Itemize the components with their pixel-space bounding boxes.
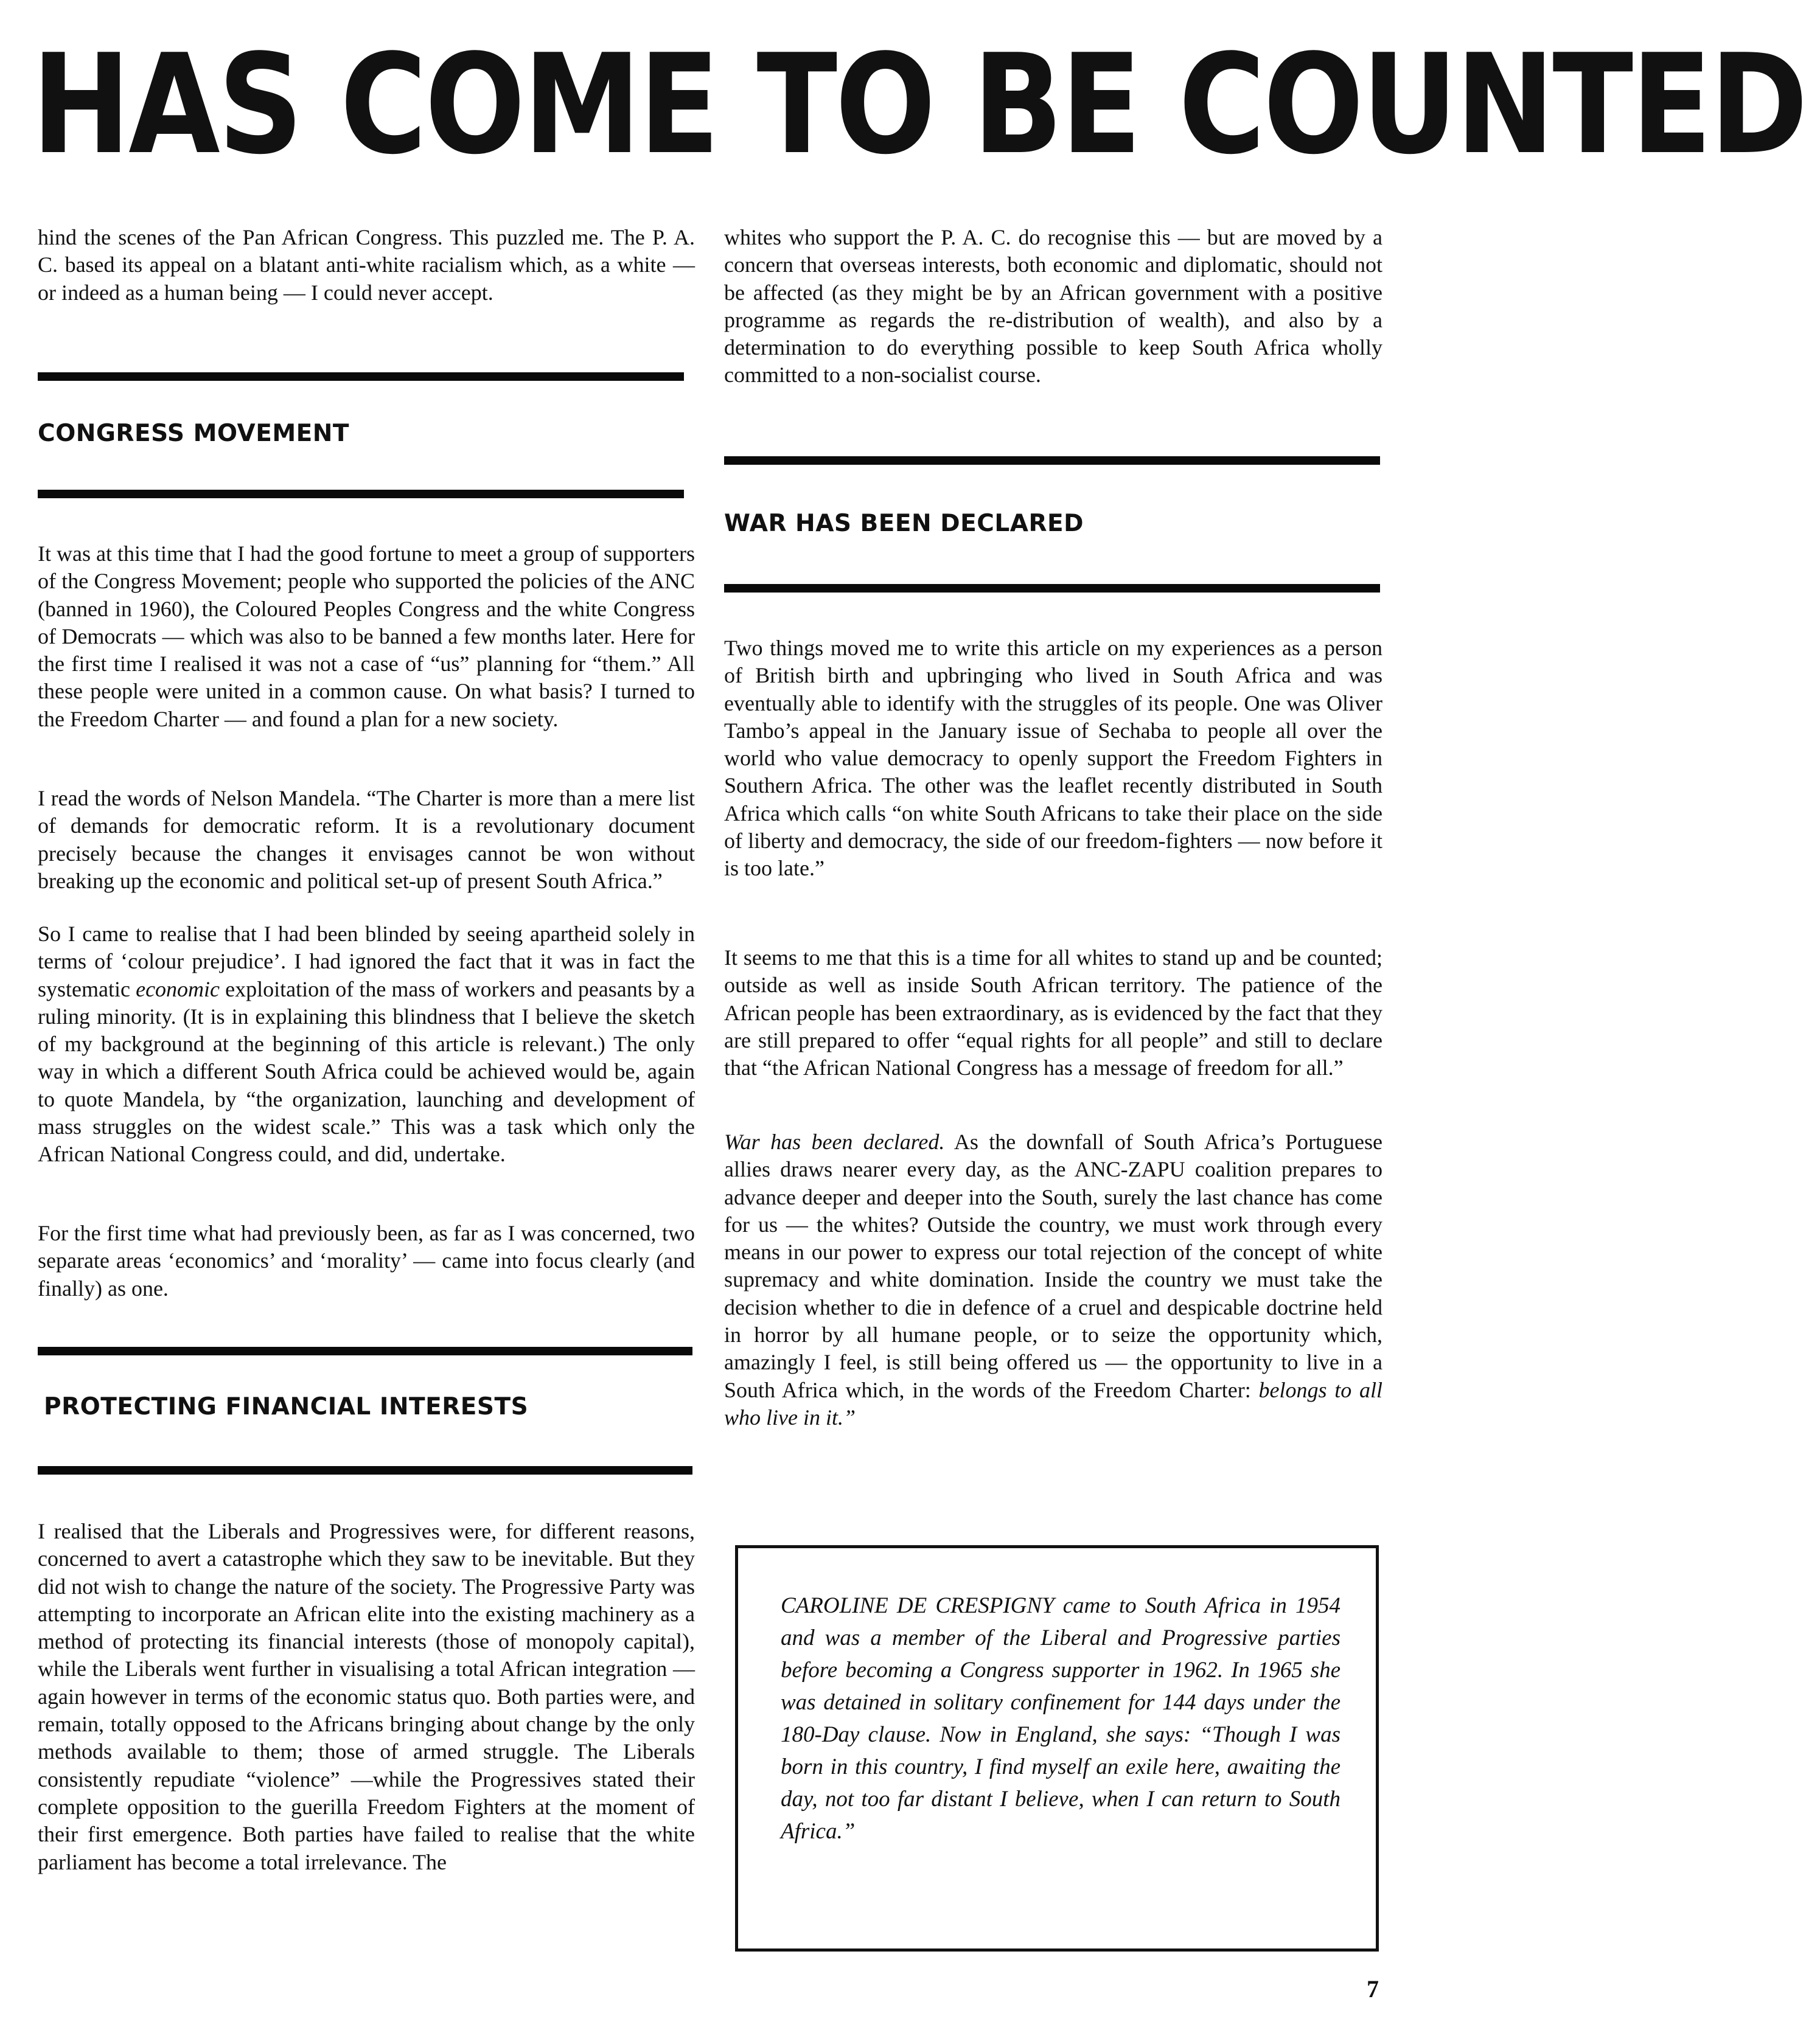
section-heading-protecting-financial-interests: PROTECTING FINANCIAL INTERESTS [44,1393,529,1420]
headline: HAS COME TO BE COUNTED [32,25,1806,185]
war-paragraph-3 [724,1128,1382,1431]
congress-paragraph-3-continued: exploitation of the mass of workers and peasants by a ruling minority. (It is in explaining this blindness that I believe the sketch of my background at the beginning of this article is relevant.) The only way in which a different South Africa could be achieved would be, again to quote Mandela, by “the organization, launching and development of mass struggles on the widest scale.” This was a task which only the African National Congress could, and did, undertake. [38,976,695,1167]
war-paragraph-2: It seems to me that this is a time for all whites to stand up and be counted; outside as well as inside South African territory. The patience of the African people has been extraordinary, as is evidenced by the fact that they are still prepared to offer “equal rights for all people” and still to declare that “the African National Congress has a message of freedom for all.” [724,945,1382,1080]
congress-paragraph-3 [38,920,695,1169]
section-heading-congress-movement: CONGRESS MOVEMENT [38,420,350,447]
emphasis-economic: economic [136,976,220,1001]
emphasis-war-has-been-declared: War has been declared. [724,1130,945,1154]
page-number: 7 [1367,1975,1379,2003]
section-divider [38,1347,692,1355]
congress-paragraph-4: For the first time what had previously been, as far as I was concerned, two separate areas ‘economics’ and ‘morality’ — came into focus clearly (and finally) as one. [38,1221,695,1301]
author-bio-box [735,1545,1379,1952]
author-bio: CAROLINE DE CRESPIGNY came to South Africa in 1954 and was a member of the Liberal and Progressive parties before becoming a Congress supporter in 1962. In 1965 she was detained in solitary confinement for 144 days under the 180-Day clause. Now in England, she says: “Though I was born in this country, I find myself an exile here, awaiting the day, not too far distant I believe, when I can return to South Africa.” [781,1593,1341,1844]
congress-paragraph-3-text: So I came to realise that I had been blinded by seeing apartheid solely in terms of ‘colour prejudice’. I had ignored the fact that it was in fact the systematic [38,922,695,1001]
section-divider [38,1466,692,1475]
war-paragraph-1: Two things moved me to write this article on my experiences as a person of British birth and upbringing who lived in South Africa and was eventually able to identify with the struggles of its people. One was Oliver Tambo’s appeal in the January issue of Sechaba to people all over the world who value democracy to openly support the Freedom Fighters in Southern Africa. The other was the leaflet recently distributed in South Africa which calls “on white South Africans to take their place on the side of liberty and democracy, the side of our freedom-fighters — now before it is too late.” [724,636,1382,881]
section-divider [38,372,684,381]
right-intro-paragraph: whites who support the P. A. C. do recognise this — but are moved by a concern that overseas interests, both economic and diplomatic, should not be affected (as they might be by an African government with a positive programme as regards the re-distribution of wealth), and also by a determination to do everything possible to keep South Africa wholly committed to a non-socialist course. [724,225,1382,388]
section-divider [724,456,1380,465]
war-paragraph-3-text: As the downfall of South Africa’s Portuguese allies draws nearer every day, as the ANC-ZAPU coalition prepares to advance deeper and deeper into the South, surely the last chance has come for us — the whites? Outside the country, we must work through every means in our power to express our total rejection of the concept of white supremacy and white domination. Inside the country we must take the decision whether to die in defence of a cruel and despicable doctrine held in horror by all humane people, or to seize the opportunity which, amazingly I feel, is still being offered us — the opportunity to live in a South Africa which, in the words of the Freedom Charter: [724,1130,1382,1402]
section-divider [38,490,684,498]
freedom-charter-quote: belongs to all who live in it.” [724,1377,1382,1430]
congress-paragraph-2: I read the words of Nelson Mandela. “The Charter is more than a mere list of demands for democratic reform. It is a revolutionary document precisely because the changes it envisages cannot be won without breaking up the economic and political set-up of present South Africa.” [38,786,695,893]
section-divider [724,584,1380,593]
financial-interests-paragraph: I realised that the Liberals and Progressives were, for different reasons, concerned to avert a catastrophe which they saw to be inevitable. But they did not wish to change the nature of the society. The Progressive Party was attempting to incorporate an African elite into the existing machinery as a method of protecting its financial interests (those of monopoly capital), while the Liberals went further in visualising a total African integration — again however in terms of the economic status quo. Both parties were, and remain, totally opposed to the Africans bringing about change by the only methods available to them; those of armed struggle. The Liberals consistently repudiate “violence” —while the Progressives stated their complete opposition to the guerilla Freedom Fighters at the moment of their first emergence. Both parties have failed to realise that the white parliament has become a total irrelevance. The [38,1519,695,1874]
congress-paragraph-1: It was at this time that I had the good fortune to meet a group of supporters of the Congress Movement; people who supported the policies of the ANC (banned in 1960), the Coloured Peoples Congress and the white Congress of Democrats — which was also to be banned a few months later. Here for the first time I realised it was not a case of “us” planning for “them.” All these people were united in a common cause. On what basis? I turned to the Freedom Charter — and found a plan for a new society. [38,541,695,731]
left-intro-paragraph: hind the scenes of the Pan African Congress. This puzzled me. The P. A. C. based its appeal on a blatant anti-white racialism which, as a white — or indeed as a human being — I could never accept. [38,225,695,305]
section-heading-war-has-been-declared: WAR HAS BEEN DECLARED [724,510,1084,537]
